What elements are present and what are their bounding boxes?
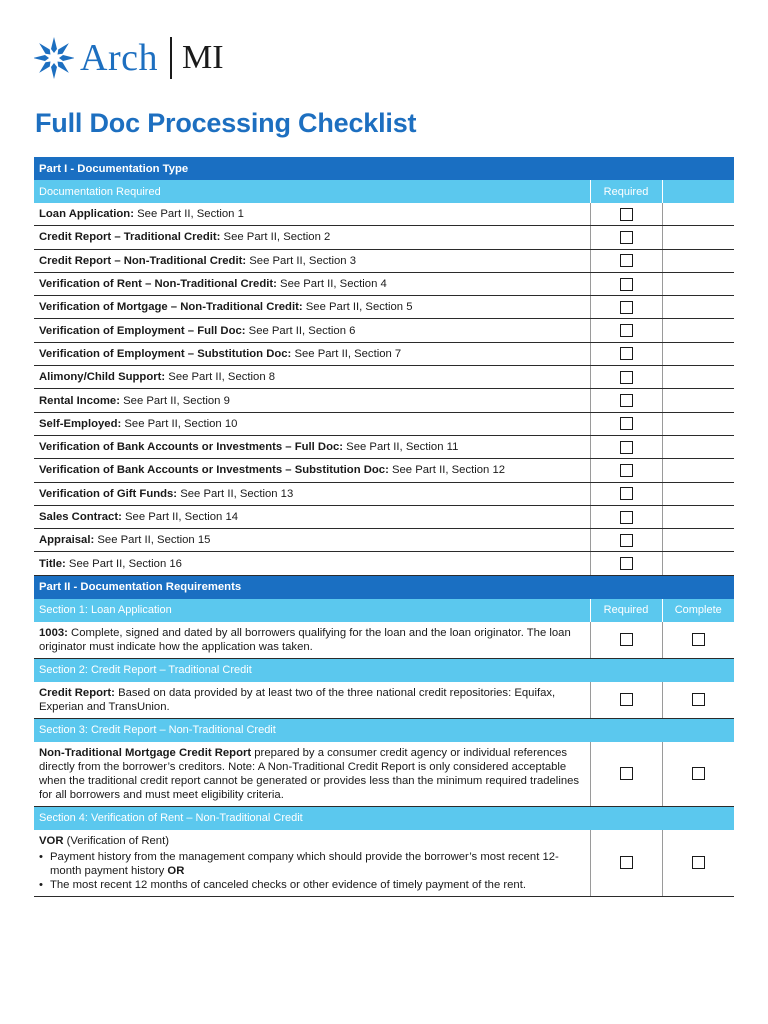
item-bold-label: Credit Report – Traditional Credit:	[39, 231, 221, 244]
empty-cell	[662, 505, 734, 528]
section-title: Section 3: Credit Report – Non-Traditional Credit	[34, 718, 734, 742]
documentation-type-cell	[34, 505, 590, 528]
required-cell	[590, 435, 662, 458]
empty-cell	[662, 272, 734, 295]
documentation-type-cell	[34, 482, 590, 505]
table-row	[34, 435, 734, 458]
table-row	[34, 272, 734, 295]
required-checkbox[interactable]	[620, 417, 633, 430]
item-text: See Part II, Section 6	[245, 324, 356, 337]
empty-cell	[662, 389, 734, 412]
empty-cell	[662, 249, 734, 272]
item-bold-label: Verification of Bank Accounts or Investments – Full Doc:	[39, 441, 344, 454]
item-bold-label: Appraisal:	[39, 534, 95, 547]
complete-cell	[662, 742, 734, 807]
table-row	[34, 742, 734, 807]
documentation-type-cell	[34, 319, 590, 342]
documentation-type-cell	[34, 226, 590, 249]
required-checkbox[interactable]	[620, 208, 633, 221]
item-bold-label: Title:	[39, 557, 66, 570]
bullet-bold: OR	[167, 864, 185, 877]
required-checkbox[interactable]	[620, 371, 633, 384]
section-header-row	[34, 658, 734, 682]
item-bold-label: Verification of Employment – Full Doc:	[39, 324, 246, 337]
table-row	[34, 319, 734, 342]
page-title: Full Doc Processing Checklist	[35, 108, 417, 138]
item-bold-label: Verification of Mortgage – Non-Traditional Credit:	[39, 301, 303, 314]
required-cell	[590, 389, 662, 412]
complete-cell	[662, 682, 734, 719]
empty-cell	[662, 412, 734, 435]
required-cell	[590, 296, 662, 319]
brand-logo	[34, 34, 224, 82]
empty-cell	[662, 226, 734, 249]
requirement-bold-label: Credit Report:	[39, 686, 115, 699]
required-cell	[590, 552, 662, 575]
required-checkbox[interactable]	[620, 633, 633, 646]
required-checkbox[interactable]	[620, 301, 633, 314]
section-title: Section 4: Verification of Rent – Non-Traditional Credit	[34, 806, 734, 830]
required-checkbox[interactable]	[620, 534, 633, 547]
item-text: See Part II, Section 15	[94, 534, 211, 547]
documentation-type-cell	[34, 435, 590, 458]
part1-header-row	[34, 157, 734, 180]
section-header-row	[34, 599, 734, 622]
required-checkbox[interactable]	[620, 324, 633, 337]
documentation-type-cell	[34, 389, 590, 412]
documentation-type-cell	[34, 249, 590, 272]
list-item	[39, 878, 585, 892]
table-row	[34, 622, 734, 659]
table-row	[34, 552, 734, 575]
item-text: See Part II, Section 13	[177, 487, 294, 500]
required-checkbox[interactable]	[620, 231, 633, 244]
complete-column-header: Complete	[662, 599, 734, 622]
item-text: See Part II, Section 14	[121, 511, 239, 523]
item-text: See Part II, Section 9	[119, 394, 230, 407]
required-checkbox[interactable]	[620, 856, 633, 869]
item-text: See Part II, Section 11	[343, 441, 459, 454]
bullet-text: The most recent 12 months of canceled checks or other evidence of timely payment of the rent.	[50, 878, 526, 891]
item-text: See Part II, Section 3	[246, 254, 357, 267]
table-row	[34, 296, 734, 319]
section-header-row	[34, 806, 734, 830]
item-text: See Part II, Section 10	[121, 417, 238, 430]
required-cell	[590, 682, 662, 719]
required-cell	[590, 412, 662, 435]
requirement-body: Complete, signed and dated by all borrowers qualifying for the loan and the loan originator. The loan originator must indicate how the application was taken.	[39, 626, 571, 653]
item-bold-label: Loan Application:	[39, 208, 134, 221]
required-cell	[590, 459, 662, 482]
empty-cell	[662, 203, 734, 226]
item-bold-label: Credit Report – Non-Traditional Credit:	[39, 254, 247, 267]
requirement-body: Based on data provided by at least two of the three national credit repositories: Equifax, Experian and TransUnion.	[39, 686, 556, 713]
required-checkbox[interactable]	[620, 394, 633, 407]
required-checkbox[interactable]	[620, 441, 633, 454]
required-checkbox[interactable]	[620, 347, 633, 360]
part2-header-row	[34, 575, 734, 599]
list-item	[39, 850, 585, 878]
table-row	[34, 366, 734, 389]
requirement-bold-label: VOR	[39, 834, 64, 847]
item-bold-label: Verification of Gift Funds:	[39, 487, 178, 500]
required-checkbox[interactable]	[620, 767, 633, 780]
required-column-header: Required	[590, 180, 662, 203]
item-bold-label: Sales Contract:	[39, 511, 122, 523]
required-cell	[590, 249, 662, 272]
documentation-type-cell	[34, 412, 590, 435]
required-cell	[590, 366, 662, 389]
documentation-type-cell	[34, 552, 590, 575]
requirement-bold-label: Non-Traditional Mortgage Credit Report	[39, 746, 252, 759]
requirement-bullets	[39, 850, 585, 892]
required-cell	[590, 529, 662, 552]
table-row	[34, 226, 734, 249]
empty-cell	[662, 319, 734, 342]
logo-divider	[170, 37, 172, 79]
required-cell	[590, 742, 662, 807]
required-cell	[590, 319, 662, 342]
empty-cell	[662, 552, 734, 575]
table-row	[34, 249, 734, 272]
complete-cell	[662, 830, 734, 897]
required-checkbox[interactable]	[620, 464, 633, 477]
complete-checkbox[interactable]	[692, 856, 705, 869]
logo-brand-text: Arch	[80, 37, 158, 79]
requirement-text	[39, 626, 585, 654]
bullet-text: Payment history from the management company which should provide the borrower’s most recent 12-month payment history	[50, 850, 559, 877]
documentation-type-cell	[34, 459, 590, 482]
item-bold-label: Self-Employed:	[39, 417, 122, 430]
required-checkbox[interactable]	[620, 557, 633, 570]
required-cell	[590, 342, 662, 365]
item-text: See Part II, Section 16	[65, 557, 182, 570]
section-title: Section 2: Credit Report – Traditional Credit	[34, 658, 734, 682]
required-checkbox[interactable]	[620, 511, 633, 524]
documentation-type-cell	[34, 529, 590, 552]
documentation-type-cell	[34, 296, 590, 319]
item-text: See Part II, Section 5	[302, 301, 413, 314]
checklist-table	[34, 157, 734, 897]
required-checkbox[interactable]	[620, 487, 633, 500]
table-row	[34, 342, 734, 365]
empty-cell	[662, 435, 734, 458]
part1-subheader-row	[34, 180, 734, 203]
table-row	[34, 682, 734, 719]
item-text: See Part II, Section 8	[165, 371, 276, 384]
requirement-bold-label: 1003:	[39, 626, 68, 639]
empty-cell	[662, 529, 734, 552]
checklist-body	[34, 157, 734, 896]
complete-cell	[662, 622, 734, 659]
requirement-cell	[34, 830, 590, 897]
requirement-body: (Verification of Rent)	[63, 834, 169, 847]
part1-header: Part I - Documentation Type	[34, 157, 734, 180]
item-text: See Part II, Section 7	[291, 347, 402, 360]
required-column-header: Required	[590, 599, 662, 622]
requirement-body: prepared by a consumer credit agency or individual references directly from the borrower’s creditors. Note: A Non-Traditional Credit Report is only considered acceptable when the traditional credit report cannot be generated or provides less than the minimum required tradelines for all borrowers and must meet eligibility criteria.	[39, 746, 580, 801]
documentation-required-label: Documentation Required	[34, 180, 590, 203]
empty-cell	[662, 366, 734, 389]
item-bold-label: Verification of Rent – Non-Traditional Credit:	[39, 278, 277, 291]
table-row	[34, 389, 734, 412]
documentation-type-cell	[34, 272, 590, 295]
requirement-cell	[34, 682, 590, 719]
required-checkbox[interactable]	[620, 693, 633, 706]
documentation-type-cell	[34, 203, 590, 226]
requirement-text	[39, 686, 585, 714]
complete-checkbox[interactable]	[692, 633, 705, 646]
complete-checkbox[interactable]	[692, 767, 705, 780]
required-cell	[590, 830, 662, 897]
table-row	[34, 412, 734, 435]
documentation-type-cell	[34, 342, 590, 365]
table-row	[34, 505, 734, 528]
required-cell	[590, 482, 662, 505]
item-text: See Part II, Section 12	[388, 464, 506, 477]
empty-cell	[662, 482, 734, 505]
item-bold-label: Verification of Bank Accounts or Investments – Substitution Doc:	[39, 464, 389, 477]
item-bold-label: Alimony/Child Support:	[39, 371, 166, 384]
empty-cell	[662, 296, 734, 319]
empty-cell	[662, 342, 734, 365]
requirement-text	[39, 834, 585, 848]
item-bold-label: Rental Income:	[39, 394, 120, 407]
empty-cell	[662, 459, 734, 482]
required-cell	[590, 505, 662, 528]
item-text: See Part II, Section 4	[276, 278, 387, 291]
part2-header: Part II - Documentation Requirements	[34, 575, 734, 599]
required-cell	[590, 226, 662, 249]
item-text: See Part II, Section 1	[133, 208, 244, 221]
logo-product-text: MI	[181, 39, 224, 76]
table-row	[34, 830, 734, 897]
requirement-text	[39, 746, 585, 802]
documentation-type-cell	[34, 366, 590, 389]
item-text: See Part II, Section 2	[220, 231, 331, 244]
required-cell	[590, 272, 662, 295]
requirement-cell	[34, 742, 590, 807]
empty-column-header	[662, 180, 734, 203]
section-header-row	[34, 718, 734, 742]
item-bold-label: Verification of Employment – Substitution Doc:	[39, 347, 292, 360]
required-cell	[590, 203, 662, 226]
complete-checkbox[interactable]	[692, 693, 705, 706]
requirement-cell	[34, 622, 590, 659]
arch-star-icon	[34, 36, 74, 80]
required-cell	[590, 622, 662, 659]
required-checkbox[interactable]	[620, 278, 633, 291]
table-row	[34, 482, 734, 505]
required-checkbox[interactable]	[620, 254, 633, 267]
table-row	[34, 529, 734, 552]
table-row	[34, 459, 734, 482]
table-row	[34, 203, 734, 226]
section-title: Section 1: Loan Application	[34, 599, 590, 622]
